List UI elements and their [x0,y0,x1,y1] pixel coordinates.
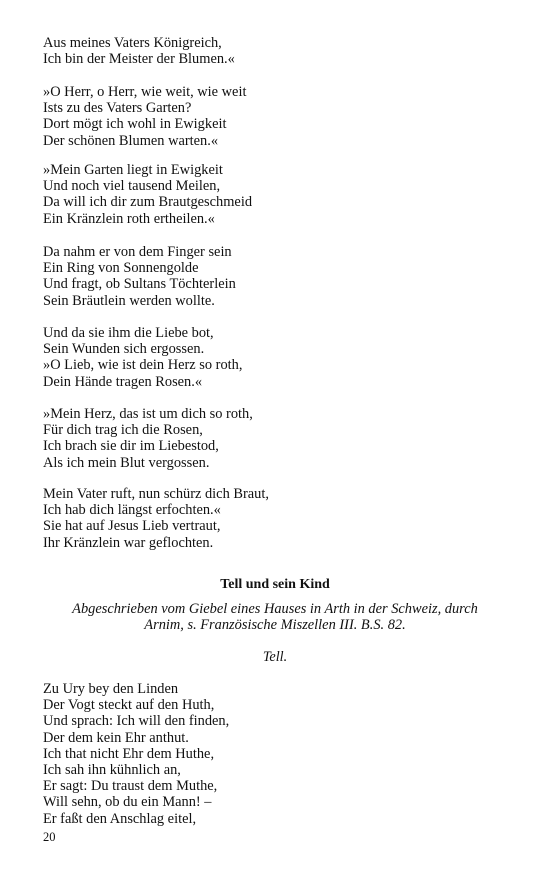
verse-line: Ists zu des Vaters Garten? [43,100,192,117]
subtitle-line: Abgeschrieben vom Giebel eines Hauses in Arth in der Schweiz, durch [72,601,478,617]
verse-line: Dein Hände tragen Rosen.« [43,373,203,390]
verse-line: Ich hab dich längst erfochten.« [43,502,221,519]
verse-line: Sein Bräutlein werden wollte. [43,292,215,309]
stanza-2 [43,84,513,149]
verse-line: Mein Vater ruft, nun schürz dich Braut, [43,486,269,502]
stanza-3 [43,162,513,227]
verse-line: Zu Ury bey den Linden [43,681,179,697]
verse-line: Ihr Kränzlein war geflochten. [43,534,214,551]
verse-line: Sein Wunden sich ergossen. [43,341,205,358]
stanza-6 [43,406,513,471]
verse-line: Der dem kein Ehr anthut. [43,729,189,746]
page-number: 20 [43,830,56,844]
verse-line: Der schönen Blumen warten.« [43,132,219,149]
verse-line: Und fragt, ob Sultans Töchterlein [43,276,236,293]
verse-line: Als ich mein Blut vergossen. [43,454,210,471]
poem-title: Tell und sein Kind [220,577,330,592]
verse-line: Sie hat auf Jesus Lieb vertraut, [43,518,221,535]
verse-line: Ein Ring von Sonnengolde [43,260,199,277]
verse-line: Ich that nicht Ehr dem Huthe, [43,745,215,762]
verse-line: Der Vogt steckt auf den Huth, [43,697,215,714]
subtitle-line: Arnim, s. Französische Miszellen III. B.S. 82. [144,617,406,634]
stanza-5 [43,325,513,390]
verse-line: Da nahm er von dem Finger sein [43,244,232,260]
tell-stanza [43,681,513,827]
verse-line: »O Lieb, wie ist dein Herz so roth, [43,357,243,374]
verse-line: Ein Kränzlein roth ertheilen.« [43,210,215,227]
poem-subtitle [20,601,530,633]
verse-line: Für dich trag ich die Rosen, [43,422,203,439]
verse-line: Will sehn, ob du ein Mann! – [43,794,212,811]
verse-line: »O Herr, o Herr, wie weit, wie weit [43,84,247,100]
verse-line: Und da sie ihm die Liebe bot, [43,325,214,341]
stanza-7 [43,486,513,551]
stanza-4 [43,244,513,309]
stanza-1 [43,35,513,67]
verse-line: Ich sah ihn kühnlich an, [43,762,181,779]
verse-line: Da will ich dir zum Brautgeschmeid [43,194,253,211]
verse-line: Und sprach: Ich will den finden, [43,713,230,730]
verse-line: Aus meines Vaters Königreich, [43,35,222,51]
verse-line: Dort mögt ich wohl in Ewigkeit [43,116,227,133]
verse-line: »Mein Herz, das ist um dich so roth, [43,406,253,422]
verse-line: Er sagt: Du traust dem Muthe, [43,778,218,795]
verse-line: Und noch viel tausend Meilen, [43,178,221,195]
section-heading: Tell. [262,649,288,665]
verse-line: Er faßt den Anschlag eitel, [43,810,197,827]
verse-line: »Mein Garten liegt in Ewigkeit [43,162,223,178]
verse-line: Ich bin der Meister der Blumen.« [43,51,235,68]
verse-line: Ich brach sie dir im Liebestod, [43,438,219,455]
